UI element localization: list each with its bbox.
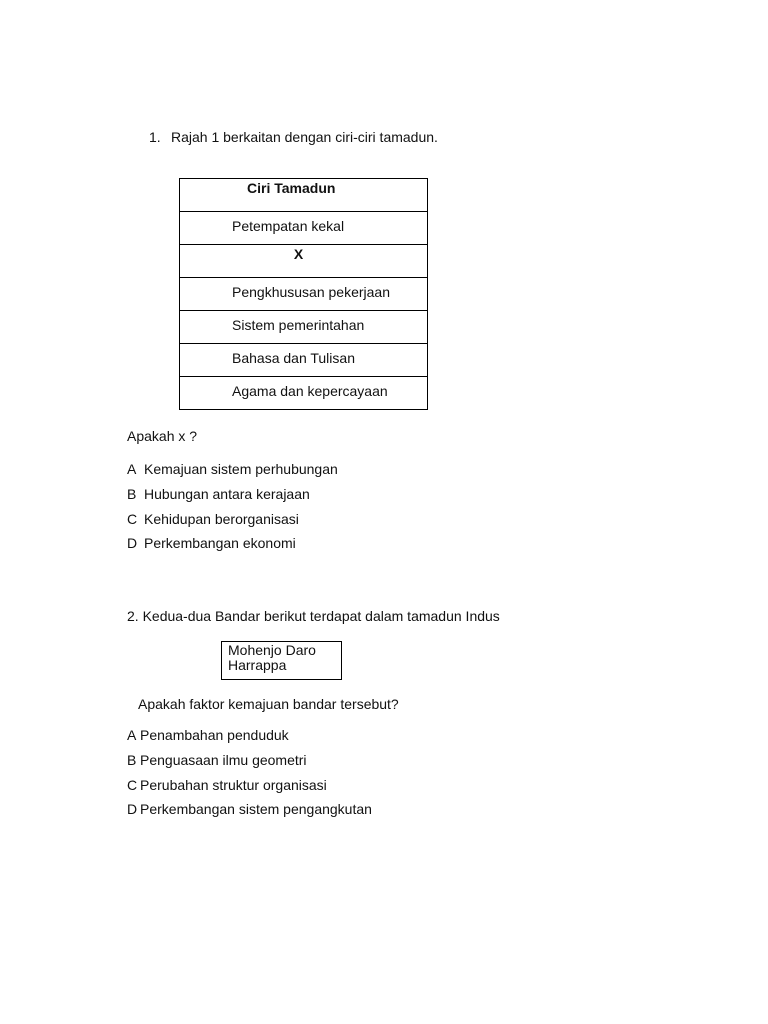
question-1-number: 1.	[149, 129, 161, 145]
table-cell: Petempatan kekal	[232, 218, 345, 234]
table-header: Ciri Tamadun	[247, 180, 336, 196]
question-2-option-d	[127, 801, 372, 817]
option-text: Hubungan antara kerajaan	[144, 486, 310, 502]
option-text: Penambahan penduduk	[140, 727, 289, 743]
option-letter: B	[127, 486, 137, 502]
table-row	[180, 278, 428, 311]
table-row	[180, 377, 428, 410]
option-letter: C	[127, 511, 138, 527]
question-2-option-b	[127, 752, 307, 768]
question-2-prompt: Apakah faktor kemajuan bandar tersebut?	[138, 696, 399, 712]
table-header-row	[180, 179, 428, 212]
option-letter: B	[127, 752, 137, 768]
option-letter: D	[127, 535, 138, 551]
option-text: Kemajuan sistem perhubungan	[144, 461, 338, 477]
table-cell-x: X	[293, 246, 304, 262]
question-1-option-b	[127, 486, 310, 502]
indus-cities-box	[221, 641, 342, 680]
city-name: Mohenjo Daro	[228, 642, 316, 658]
ciri-tamadun-table	[179, 178, 428, 410]
table-cell: Bahasa dan Tulisan	[232, 350, 355, 366]
question-1-option-d	[127, 535, 296, 551]
question-2-option-a	[127, 727, 289, 743]
option-letter: A	[127, 461, 137, 477]
option-letter: D	[127, 801, 138, 817]
option-text: Perkembangan sistem pengangkutan	[140, 801, 372, 817]
question-1-option-a	[127, 461, 338, 477]
table-cell: Sistem pemerintahan	[232, 317, 365, 333]
option-text: Perubahan struktur organisasi	[140, 777, 327, 793]
option-text: Penguasaan ilmu geometri	[140, 752, 307, 768]
table-row	[180, 245, 428, 278]
question-1-prompt: Apakah x ?	[127, 428, 198, 444]
table-row	[180, 311, 428, 344]
table-cell: Pengkhususan pekerjaan	[232, 284, 391, 300]
city-name: Harrappa	[228, 657, 287, 673]
question-2-option-c	[127, 777, 327, 793]
option-letter: C	[127, 777, 138, 793]
question-2-heading: 2. Kedua-dua Bandar berikut terdapat dalam tamadun Indus	[127, 608, 500, 624]
table-cell: Agama dan kepercayaan	[232, 383, 388, 399]
question-1-text: Rajah 1 berkaitan dengan ciri-ciri tamadun.	[171, 129, 438, 145]
question-1-heading	[149, 129, 438, 145]
option-letter: A	[127, 727, 137, 743]
option-text: Kehidupan berorganisasi	[144, 511, 299, 527]
question-1-option-c	[127, 511, 299, 527]
table-row	[180, 212, 428, 245]
table-row	[180, 344, 428, 377]
option-text: Perkembangan ekonomi	[144, 535, 296, 551]
